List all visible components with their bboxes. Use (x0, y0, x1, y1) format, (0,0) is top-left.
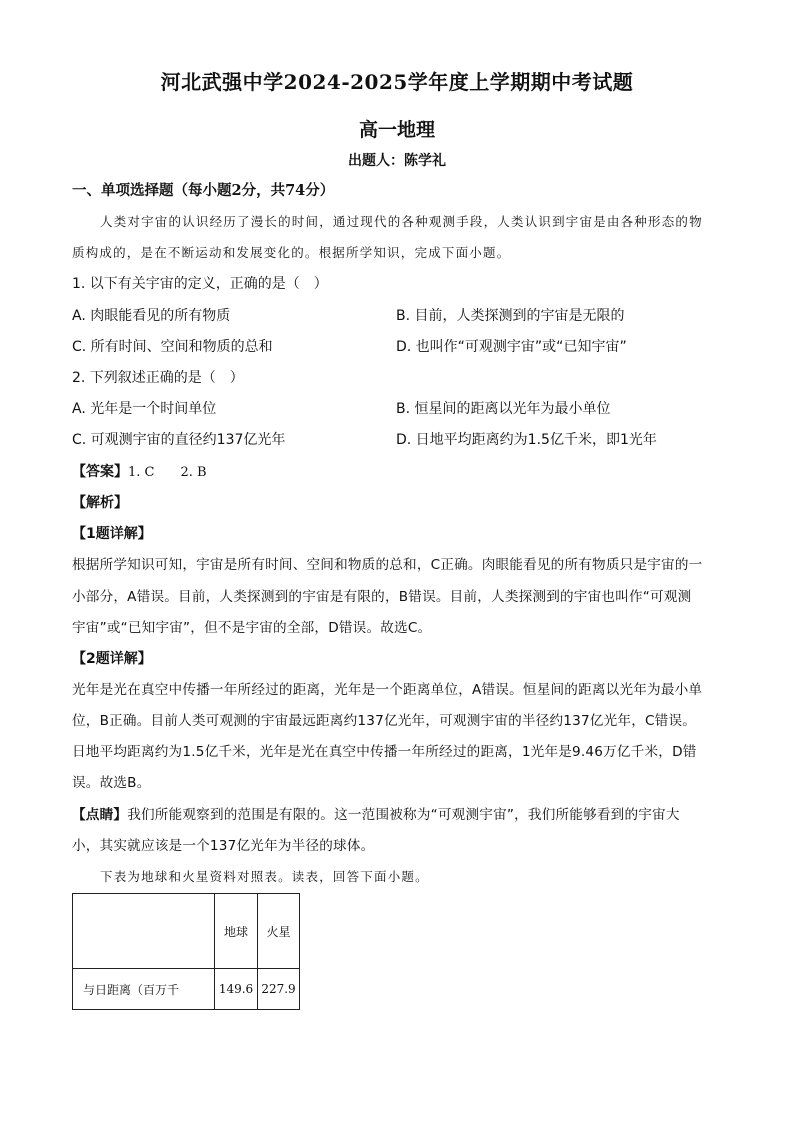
table-cell: 149.6 (215, 969, 258, 1010)
detail-1-label: 【1题详解】 (72, 526, 152, 542)
table-header-cell: 火星 (258, 894, 300, 969)
question-1-stem: 1. 以下有关宇宙的定义，正确的是（ ） (72, 276, 328, 292)
tip-line (72, 805, 722, 825)
table-cell: 与日距离（百万千 (73, 969, 215, 1010)
question-1-option-d: D. 也叫作“可观测宇宙”或“已知宇宙” (396, 339, 627, 355)
section-heading: 一、单项选择题（每小题2分，共74分） (72, 182, 335, 199)
question-2-option-d: D. 日地平均距离约为1.5亿千米，即1光年 (396, 432, 657, 448)
question-2-option-a: A. 光年是一个时间单位 (72, 401, 217, 417)
table-header-cell: 地球 (215, 894, 258, 969)
detail-2-line: 位，B正确。目前人类可观测的宇宙最远距离约137亿光年，可观测宇宙的半径约137亿光年，C错误。 (72, 713, 697, 729)
exam-title: 河北武强中学2024-2025学年度上学期期中考试题 (160, 70, 634, 94)
question-2-option-b: B. 恒星间的距离以光年为最小单位 (396, 401, 611, 417)
question-1-option-b: B. 目前，人类探测到的宇宙是无限的 (396, 308, 625, 324)
question-2-stem: 2. 下列叙述正确的是（ ） (72, 370, 244, 386)
answer-label: 【答案】 (72, 464, 128, 480)
detail-2-line: 误。故选B。 (72, 775, 151, 791)
detail-1-line: 根据所学知识可知，宇宙是所有时间、空间和物质的总和，C正确。肉眼能看见的所有物质只是宇宙的一 (72, 557, 703, 573)
table-cell: 227.9 (258, 969, 300, 1010)
detail-1-line: 小部分，A错误。目前，人类探测到的宇宙是有限的，B错误。目前，人类探测到的宇宙也叫作“可观测 (72, 589, 692, 605)
answer-value: 1. C 2. B (128, 465, 207, 480)
detail-2-line: 光年是光在真空中传播一年所经过的距离，光年是一个距离单位，A错误。恒星间的距离以光年为最小单 (72, 682, 703, 698)
detail-2-line: 日地平均距离约为1.5亿千米，光年是光在真空中传播一年所经过的距离，1光年是9.46万亿千米，D错 (72, 744, 697, 760)
tip-line: 小，其实就应该是一个137亿光年为半径的球体。 (72, 838, 375, 854)
table-header-cell (73, 894, 215, 969)
analysis-label: 【解析】 (72, 495, 128, 511)
subject-title: 高一地理 (358, 119, 435, 141)
intro-paragraph-line: 质构成的，是在不断运动和发展变化的。根据所学知识，完成下面小题。 (72, 245, 511, 260)
author-line: 出题人：陈学礼 (348, 153, 446, 169)
table-intro: 下表为地球和火星资料对照表。读表，回答下面小题。 (100, 869, 429, 884)
table-row (73, 969, 300, 1010)
intro-paragraph-line: 人类对宇宙的认识经历了漫长的时间，通过现代的各种观测手段，人类认识到宇宙是由各种形态的物 (100, 214, 703, 229)
question-1-option-c: C. 所有时间、空间和物质的总和 (72, 339, 273, 355)
question-1-option-a: A. 肉眼能看见的所有物质 (72, 308, 231, 324)
detail-1-line: 宇宙”或“已知宇宙”，但不是宇宙的全部，D错误。故选C。 (72, 620, 432, 636)
tip-text: 我们所能观察到的范围是有限的。这一范围被称为“可观测宇宙”，我们所能够看到的宇宙大 (127, 807, 680, 823)
detail-2-label: 【2题详解】 (72, 651, 152, 667)
earth-mars-table (72, 893, 300, 1010)
question-2-option-c: C. 可观测宇宙的直径约137亿光年 (72, 432, 286, 448)
tip-label: 【点睛】 (72, 807, 128, 823)
answer-line (72, 462, 722, 483)
table-header-row (73, 894, 300, 969)
